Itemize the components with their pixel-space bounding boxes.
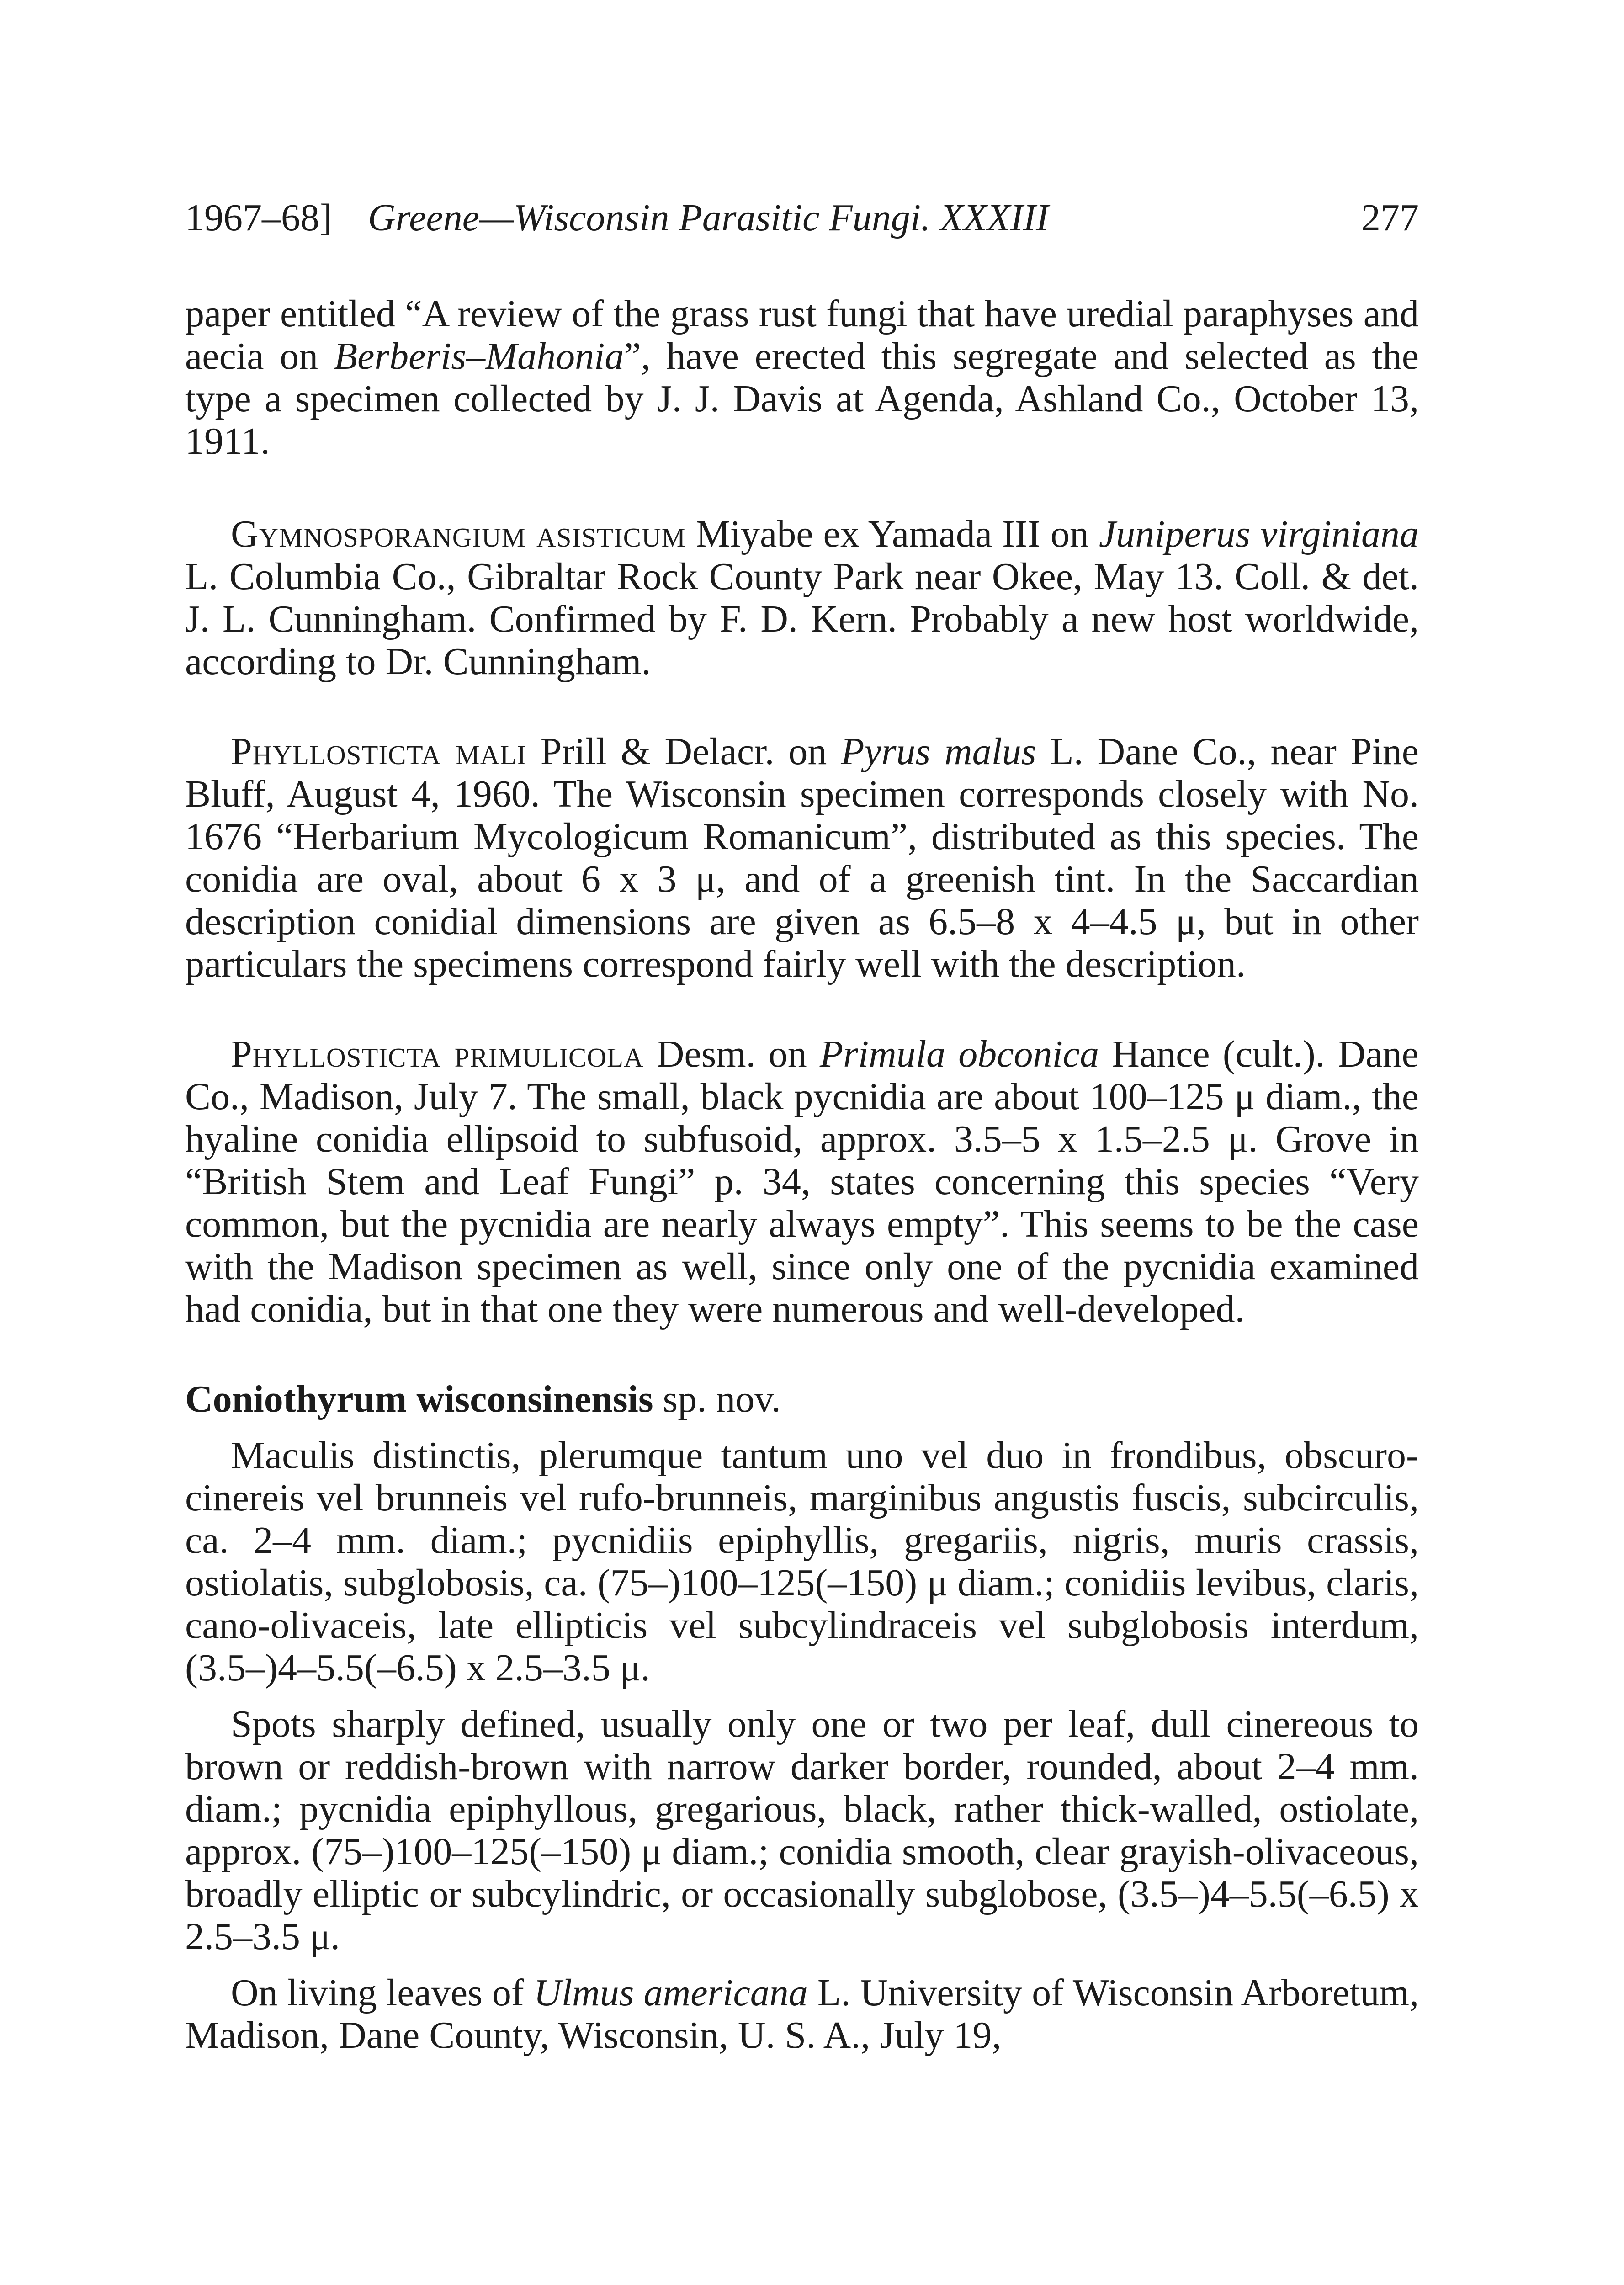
new-species-heading [185, 1378, 1419, 1420]
new-species-suffix: sp. nov. [653, 1378, 781, 1420]
host-name: Pyrus malus [841, 730, 1036, 773]
text: L. University of Wisconsin Arboretum, Madison, Dane County, Wisconsin, U. S. A., July 19, [185, 1971, 1419, 2056]
text: L. Dane Co., near Pine Bluff, August 4, 1960. The Wisconsin specimen corresponds closely with No. 1676 “Herbarium Mycologicum Romanicum”, distributed as this species. The conidia are oval, about 6 x 3 μ, and of a greenish tint. In the Saccardian description conidial dimensions are given as 6.5–8 x 4–4.5 μ, but in other particulars the specimens correspond fairly well with the description. [185, 730, 1419, 985]
taxon-name: Berberis–Mahonia [334, 335, 624, 377]
text: Miyabe ex Yamada III on [686, 513, 1099, 555]
running-head [185, 197, 1419, 242]
text: Desm. on [643, 1033, 820, 1075]
new-species-name: Coniothyrum wisconsinensis [185, 1378, 653, 1420]
text: ”, have erected this segregate and selected as the type a specimen collected by J. J. Davis at Agenda, Ashland Co., October 13, 1911. [185, 335, 1419, 462]
host-name: Ulmus americana [534, 1971, 808, 2014]
species-heading: Phyllosticta primulicola [231, 1033, 644, 1075]
running-head-year: 1967–68] [185, 197, 332, 239]
paragraph-gymnosporangium [185, 513, 1419, 683]
host-name: Primula obconica [819, 1033, 1099, 1075]
text: paper entitled “A review of the grass rust fungi that have uredial paraphyses and aecia on [185, 292, 1419, 377]
page-number: 277 [1361, 197, 1419, 239]
species-heading: Phyllosticta mali [231, 730, 526, 773]
latin-diagnosis: Maculis distinctis, plerumque tantum uno vel duo in frondibus, obscuro-cinereis vel brunneis vel rufo-brunneis, marginibus angustis fuscis, subcirculis, ca. 2–4 mm. diam.; pycnidiis epiphyllis, gregariis, nigris, muris crassis, ostiolatis, subglobosis, ca. (75–)100–125(–150) μ diam.; conidiis levibus, claris, cano-olivaceis, late ellipticis vel subcylindraceis vel subglobosis interdum, (3.5–)4–5.5(–6.5) x 2.5–3.5 μ. [185, 1434, 1419, 1689]
paragraph-type-locality [185, 1971, 1419, 2056]
running-head-title: Greene—Wisconsin Parasitic Fungi. XXXIII [368, 197, 1049, 239]
paragraph-phyllosticta-mali [185, 730, 1419, 985]
text: On living leaves of [231, 1971, 534, 2014]
text: Hance (cult.). Dane Co., Madison, July 7. The small, black pycnidia are about 100–125 μ diam., the hyaline conidia ellipsoid to subfusoid, approx. 3.5–5 x 1.5–2.5 μ. Grove in “British Stem and Leaf Fungi” p. 34, states concerning this species “Very common, but the pycnidia are nearly always empty”. This seems to be the case with the Madison specimen as well, since only one of the pycnidia examined had conidia, but in that one they were numerous and well-developed. [185, 1033, 1419, 1330]
host-name: Juniperus virginiana [1099, 513, 1419, 555]
paragraph-phyllosticta-primulicola [185, 1033, 1419, 1330]
paragraph-continuation [185, 292, 1419, 462]
text: Prill & Delacr. on [526, 730, 841, 773]
english-description: Spots sharply defined, usually only one or two per leaf, dull cinereous to brown or reddish-brown with narrow darker border, rounded, about 2–4 mm. diam.; pycnidia epiphyllous, gregarious, black, rather thick-walled, ostiolate, approx. (75–)100–125(–150) μ diam.; conidia smooth, clear grayish-olivaceous, broadly elliptic or subcylindric, or occasionally subglobose, (3.5–)4–5.5(–6.5) x 2.5–3.5 μ. [185, 1703, 1419, 1958]
species-heading: Gymnosporangium asisticum [231, 513, 686, 555]
text: L. Columbia Co., Gibraltar Rock County Park near Okee, May 13. Coll. & det. J. L. Cunningham. Confirmed by F. D. Kern. Probably a new host worldwide, according to Dr. Cunningham. [185, 555, 1419, 683]
page [185, 197, 1419, 2056]
